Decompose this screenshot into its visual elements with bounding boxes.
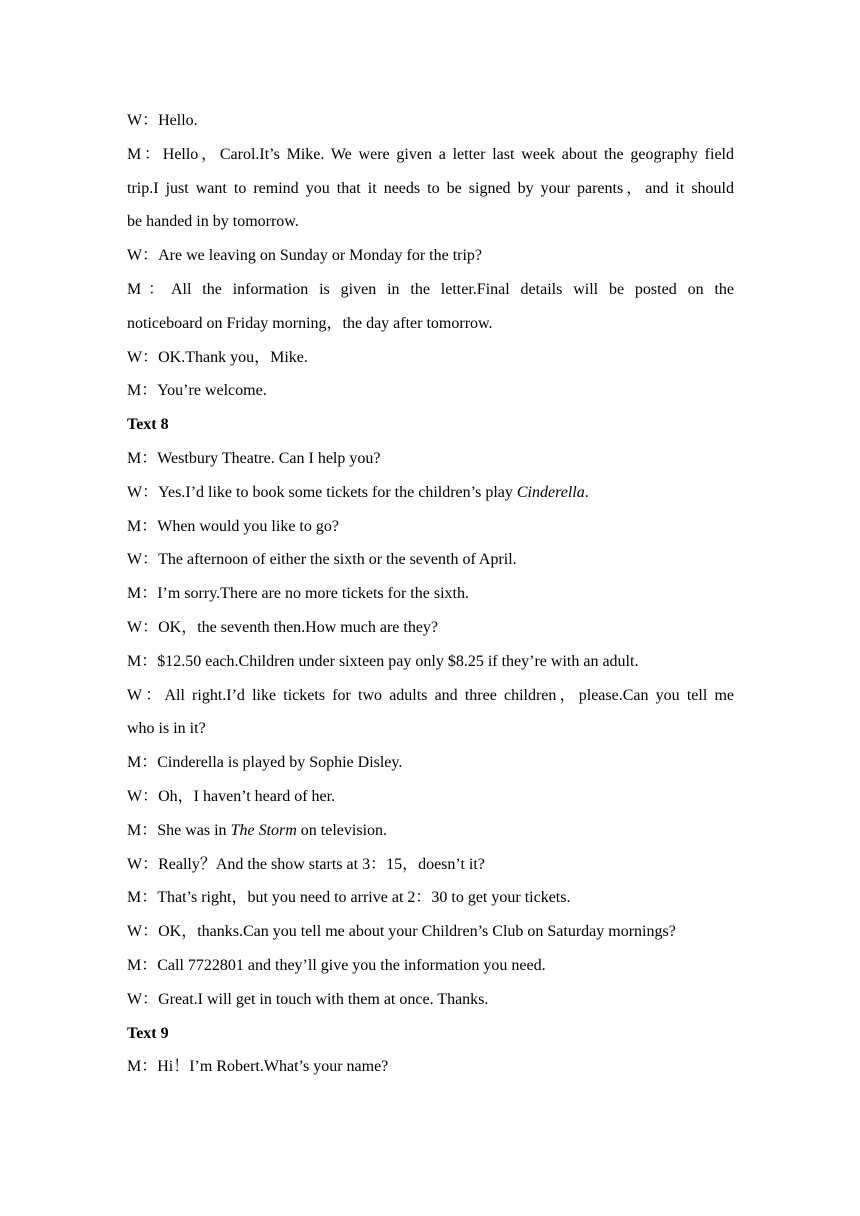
dialogue-line: W：Hello.	[127, 112, 198, 129]
dialogue-line: W：OK，thanks.Can you tell me about your Children’s Club on Saturday mornings?	[127, 923, 676, 941]
dialogue-line: who is in it?	[127, 720, 206, 738]
dialogue-line: W：All right.I’d like tickets for two adults and three children，please.Can you tell me	[127, 686, 734, 704]
dialogue-line: M：That’s right，but you need to arrive at 2：30 to get your tickets.	[127, 889, 571, 907]
dialogue-line: W：Oh，I haven’t heard of her.	[127, 787, 336, 805]
dialogue-line: M：Call 7722801 and they’ll give you the information you need.	[127, 956, 546, 974]
dialogue-line: M：You’re welcome.	[127, 382, 267, 400]
section-heading-text-8: Text 8	[127, 416, 169, 434]
dialogue-line: W：Really？And the show starts at 3：15，doesn’t it?	[127, 855, 485, 873]
dialogue-line	[127, 814, 734, 848]
dialogue-line: M：I’m sorry.There are no more tickets for the sixth.	[127, 585, 469, 603]
dialogue-line: M：Westbury Theatre. Can I help you?	[127, 449, 381, 467]
dialogue-line: M：All the information is given in the letter.Final details will be posted on the	[127, 280, 734, 298]
dialogue-line: M：Cinderella is played by Sophie Disley.	[127, 754, 403, 772]
dialogue-line: be handed in by tomorrow.	[127, 213, 299, 231]
dialogue-line: W：The afternoon of either the sixth or the seventh of April.	[127, 551, 517, 569]
dialogue-line: W：Are we leaving on Sunday or Monday for the trip?	[127, 247, 483, 265]
dialogue-line: W：OK.Thank you，Mike.	[127, 348, 308, 366]
line-text: W：Yes.I’d like to book some tickets for the children’s play	[127, 483, 517, 501]
dialogue-line: noticeboard on Friday morning，the day after tomorrow.	[127, 314, 493, 332]
line-text: M：She was in	[127, 821, 231, 839]
dialogue-line: W：OK，the seventh then.How much are they?	[127, 618, 439, 636]
dialogue-line: M：$12.50 each.Children under sixteen pay only $8.25 if they’re with an adult.	[127, 652, 639, 670]
dialogue-line: M：Hello，Carol.It’s Mike. We were given a letter last week about the geography field	[127, 145, 734, 163]
play-title: Cinderella	[516, 483, 585, 501]
dialogue-line: W：Great.I will get in touch with them at once. Thanks.	[127, 990, 489, 1008]
document-page	[127, 104, 734, 1084]
line-text: on television.	[296, 821, 388, 839]
dialogue-line: trip.I just want to remind you that it needs to be signed by your parents，and it should	[127, 179, 734, 197]
line-text: .	[584, 483, 589, 501]
dialogue-line: M：Hi！I’m Robert.What’s your name?	[127, 1058, 389, 1076]
dialogue-line: M：When would you like to go?	[127, 517, 339, 535]
dialogue-line	[127, 476, 734, 510]
section-heading-text-9: Text 9	[127, 1024, 169, 1042]
show-title: The Storm	[230, 821, 297, 839]
